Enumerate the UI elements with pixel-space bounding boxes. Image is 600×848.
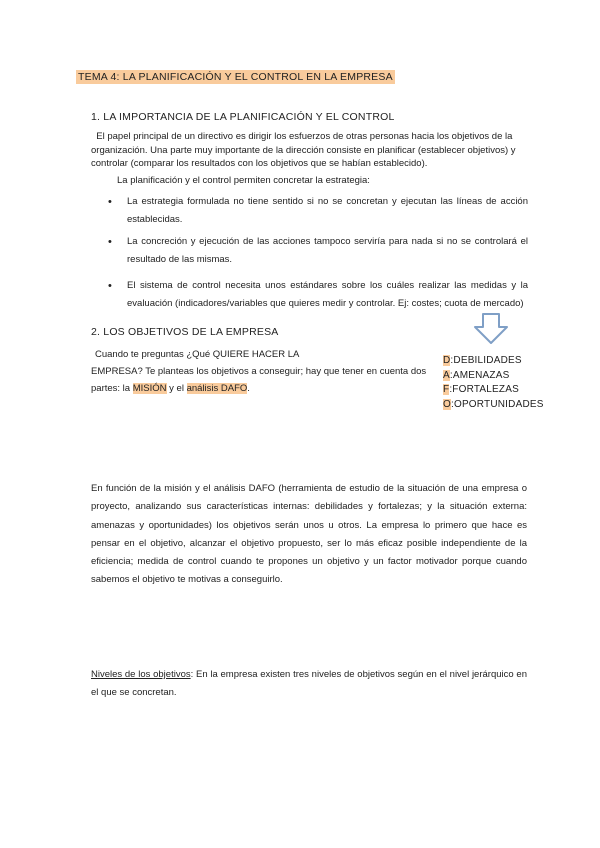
mision-highlight: MISIÓN <box>132 383 167 394</box>
section1-bullet-list <box>108 193 528 313</box>
dafo-highlight: análisis DAFO <box>186 383 248 394</box>
question-rest: EMPRESA? Te planteas los objetivos a conseguir; hay que tener en cuenta dos partes: la MISIÓN y el análisis DAFO. <box>91 366 427 394</box>
list-item: • La concreción y ejecución de las acciones tampoco serviría para nada si no se controlará el resultado de las mismas. <box>108 233 528 269</box>
niveles-paragraph <box>91 666 527 703</box>
dafo-item: O:OPORTUNIDADES <box>443 398 544 410</box>
niveles-text: : En la empresa existen tres niveles de objetivos según en el nivel jerárquico en el que se concretan. <box>91 669 527 699</box>
question-lead: Cuando te preguntas ¿Qué QUIERE HACER LA <box>95 349 300 360</box>
section2-question <box>91 346 435 397</box>
niveles-label: Niveles de los objetivos <box>91 669 191 680</box>
list-item: • El sistema de control necesita unos estándares sobre los cuáles realizar las medidas y la evaluación (indicadores/variables que quieres medir y controlar. Ej: costes; cuota de mercado) <box>108 277 528 313</box>
dafo-paragraph: En función de la misión y el análisis DAFO (herramienta de estudio de la situación de una empresa o proyecto, analizando sus características internas: debilidades y fortalezas; y la situación externa: amenazas y oportunidades) los objetivos serán unos u otros. La empresa lo primero que hace es pensar en el objetivo, alcanzar el objetivo propuesto, ser lo más eficaz posible independiente de la eficiencia; medida de control cuando te propones un objetivo y un factor motivador porque cuando sabemos el objetivo te motivas a conseguirlo. <box>91 483 527 586</box>
down-arrow-icon <box>473 313 509 350</box>
dafo-item: F:FORTALEZAS <box>443 384 519 395</box>
list-item: • La estrategia formulada no tiene sentido si no se concretan y ejecutan las líneas de acción establecidas. <box>108 193 528 229</box>
dafo-item: D:DEBILIDADES <box>443 355 522 366</box>
document-title: TEMA 4: LA PLANIFICACIÓN Y EL CONTROL EN LA EMPRESA <box>78 71 393 83</box>
section1-lead: La planificación y el control permiten concretar la estrategia: <box>117 175 370 186</box>
section1-paragraph-text: El papel principal de un directivo es dirigir los esfuerzos de otras personas hacia los objetivos de la organización. Una parte muy importante de la dirección consiste en planificar (establecer objetivos) y controlar (comparar los resultados con los objetivos que se habían establecido). <box>91 131 516 169</box>
section2-heading: 2. LOS OBJETIVOS DE LA EMPRESA <box>91 326 279 338</box>
section1-heading: 1. LA IMPORTANCIA DE LA PLANIFICACIÓN Y EL CONTROL <box>91 111 395 123</box>
section1-paragraph <box>91 130 523 171</box>
dafo-list <box>443 354 544 412</box>
dafo-item: A:AMENAZAS <box>443 369 510 381</box>
